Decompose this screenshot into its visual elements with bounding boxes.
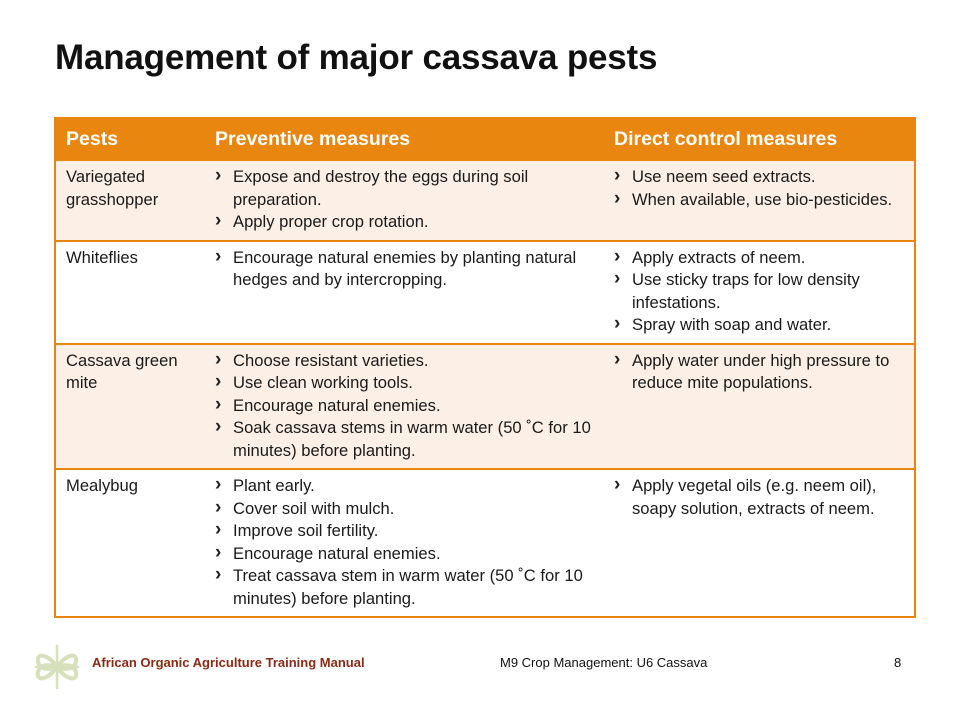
direct-cell (604, 344, 915, 470)
list-item: › When available, use bio-pesticides. (614, 189, 910, 212)
list-item: › Improve soil fertility. (215, 520, 600, 543)
table-header-row (55, 118, 915, 160)
list-item: › Encourage natural enemies. (215, 543, 600, 566)
pest-name: Cassava green mite (55, 344, 205, 470)
pests-table (54, 117, 916, 618)
preventive-cell (205, 344, 604, 470)
list-item: › Encourage natural enemies by planting natural hedges and by intercropping. (215, 247, 600, 292)
list-item: › Apply water under high pressure to reduce mite populations. (614, 350, 910, 395)
table-row (55, 160, 915, 241)
direct-cell (604, 469, 915, 617)
list-item: › Plant early. (215, 475, 600, 498)
pest-name: Mealybug (55, 469, 205, 617)
list-item: › Apply proper crop rotation. (215, 211, 600, 234)
page-title: Management of major cassava pests (55, 38, 658, 77)
list-item: › Use clean working tools. (215, 372, 600, 395)
list-item: › Cover soil with mulch. (215, 498, 600, 521)
list-item: › Expose and destroy the eggs during soil preparation. (215, 166, 600, 211)
page-number: 8 (894, 655, 902, 670)
header-preventive-measures: Preventive measures (205, 118, 604, 160)
preventive-cell (205, 469, 604, 617)
pest-name: Whiteflies (55, 241, 205, 344)
footer-manual-title: African Organic Agriculture Training Manual (92, 655, 365, 670)
header-direct-control-measures: Direct control measures (604, 118, 915, 160)
preventive-cell (205, 160, 604, 241)
list-item: › Apply vegetal oils (e.g. neem oil), soapy solution, extracts of neem. (614, 475, 910, 520)
direct-cell (604, 160, 915, 241)
table-row (55, 344, 915, 470)
list-item: › Choose resistant varieties. (215, 350, 600, 373)
list-item: › Apply extracts of neem. (614, 247, 910, 270)
knot-logo-icon (30, 640, 84, 699)
list-item: › Encourage natural enemies. (215, 395, 600, 418)
list-item: › Treat cassava stem in warm water (50 ˚C for 10 minutes) before planting. (215, 565, 600, 610)
table-row (55, 469, 915, 617)
list-item: › Soak cassava stems in warm water (50 ˚C for 10 minutes) before planting. (215, 417, 600, 462)
list-item: › Use sticky traps for low density infestations. (614, 269, 910, 314)
table-row (55, 241, 915, 344)
preventive-cell (205, 241, 604, 344)
direct-cell (604, 241, 915, 344)
footer-module: M9 Crop Management: U6 Cassava (500, 655, 708, 670)
header-pests: Pests (55, 118, 205, 160)
pest-name: Variegated grasshopper (55, 160, 205, 241)
list-item: › Spray with soap and water. (614, 314, 910, 337)
list-item: › Use neem seed extracts. (614, 166, 910, 189)
